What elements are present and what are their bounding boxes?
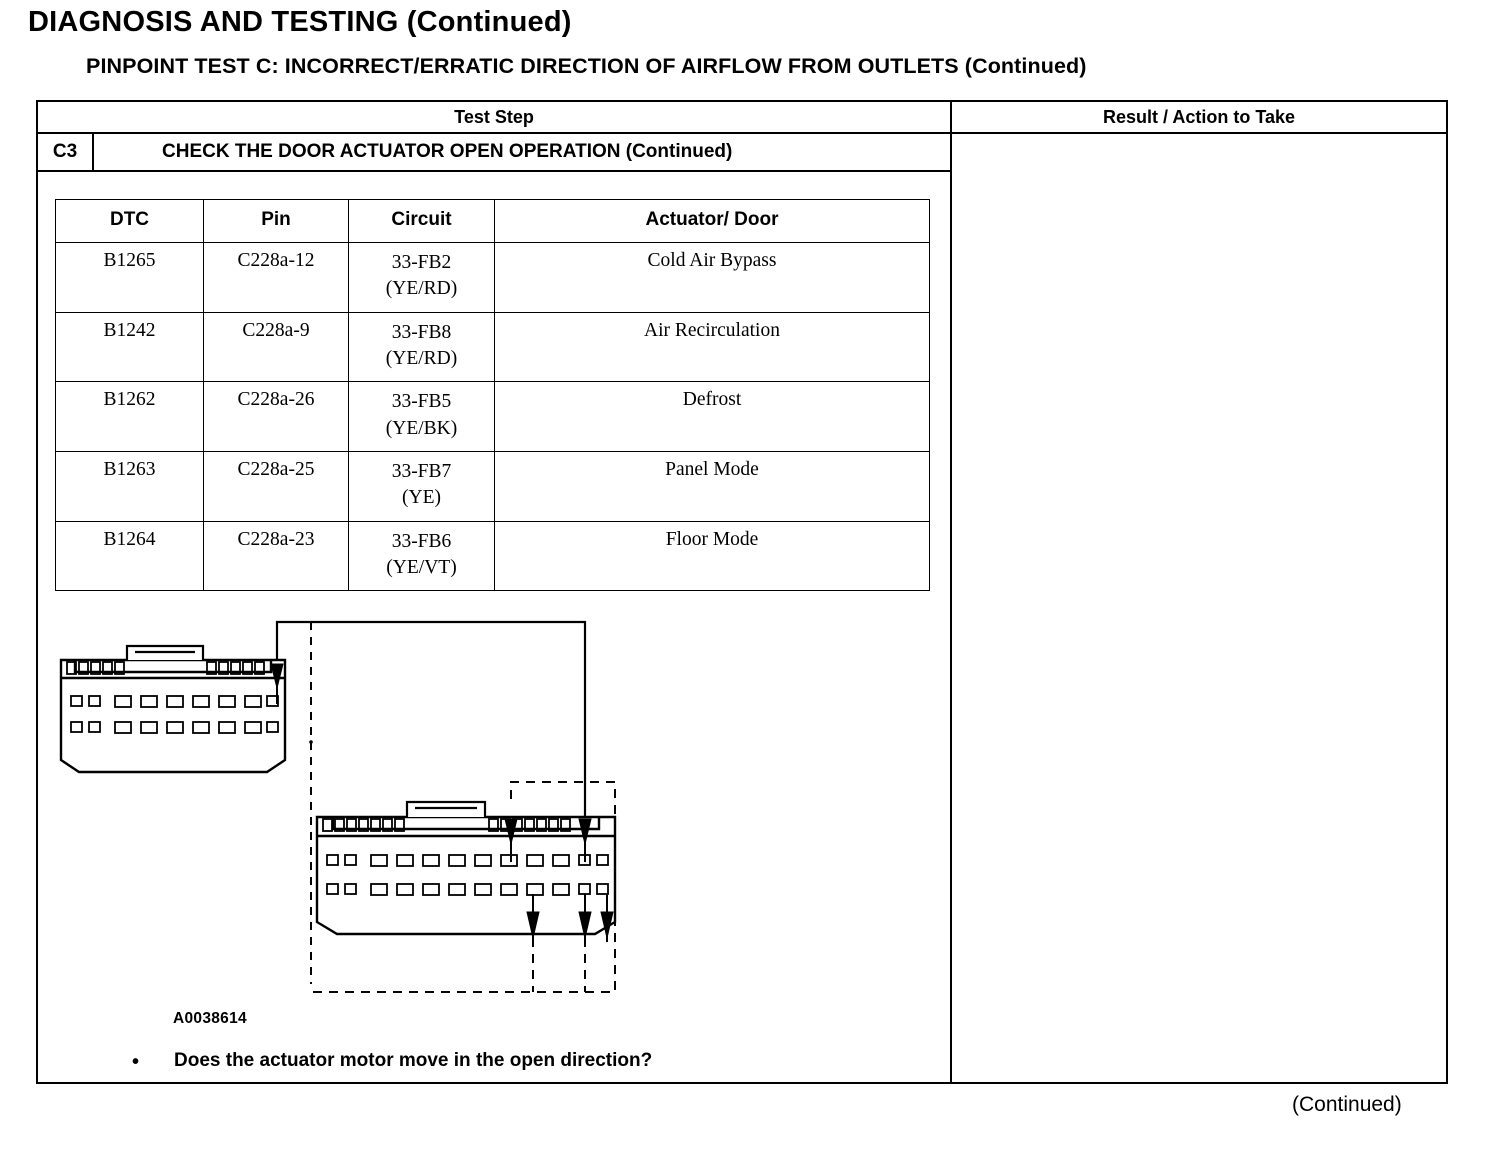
table-header-row <box>38 102 1446 134</box>
cell-actuator: Cold Air Bypass <box>495 243 930 313</box>
cell-circuit-color: (YE/VT) <box>386 556 457 578</box>
cell-actuator: Floor Mode <box>495 521 930 591</box>
cell-circuit-color: (YE/RD) <box>385 278 458 300</box>
cell-pin: C228a-25 <box>204 451 349 521</box>
footer-continued: (Continued) <box>1292 1093 1402 1116</box>
cell-pin: C228a-12 <box>204 243 349 313</box>
dtc-header-dtc: DTC <box>56 200 204 243</box>
cell-pin: C228a-26 <box>204 382 349 452</box>
connector-wiring-diagram <box>55 612 935 1012</box>
dtc-header-pin: Pin <box>204 200 349 243</box>
cell-circuit-main: 33-FB6 <box>391 530 452 552</box>
section-title: PINPOINT TEST C: INCORRECT/ERRATIC DIRECTION OF AIRFLOW FROM OUTLETS (Continued) <box>86 54 1087 78</box>
dtc-header-circuit: Circuit <box>349 200 495 243</box>
question-text: Does the actuator motor move in the open direction? <box>174 1050 653 1071</box>
cell-circuit <box>349 382 495 452</box>
cell-circuit-main: 33-FB8 <box>391 321 452 343</box>
cell-circuit-main: 33-FB7 <box>391 460 452 482</box>
dtc-table-header-row <box>56 200 930 243</box>
diagram-id-label: A0038614 <box>173 1010 247 1027</box>
cell-pin: C228a-23 <box>204 521 349 591</box>
cell-circuit <box>349 451 495 521</box>
table-row <box>56 312 930 382</box>
cell-circuit-main: 33-FB2 <box>391 252 452 273</box>
cell-dtc: B1265 <box>56 243 204 313</box>
cell-actuator: Panel Mode <box>495 451 930 521</box>
step-row-c3 <box>38 134 950 172</box>
cell-dtc: B1264 <box>56 521 204 591</box>
cell-circuit-color: (YE/RD) <box>385 347 458 369</box>
step-id: C3 <box>38 134 94 170</box>
test-step-table <box>36 100 1448 1084</box>
cell-actuator: Air Recirculation <box>495 312 930 382</box>
cell-dtc: B1242 <box>56 312 204 382</box>
cell-dtc: B1262 <box>56 382 204 452</box>
table-row <box>56 521 930 591</box>
cell-circuit-main: 33-FB5 <box>391 391 452 413</box>
cell-dtc: B1263 <box>56 451 204 521</box>
cell-actuator: Defrost <box>495 382 930 452</box>
step-description: CHECK THE DOOR ACTUATOR OPEN OPERATION (Continued) <box>162 141 733 162</box>
dtc-header-actuator-door: Actuator/ Door <box>495 200 930 243</box>
cell-circuit-color: (YE) <box>402 487 441 509</box>
dtc-table <box>55 199 930 591</box>
table-row <box>56 382 930 452</box>
column-header-result-action: Result / Action to Take <box>1102 107 1296 127</box>
cell-circuit <box>349 521 495 591</box>
cell-circuit-color: (YE/BK) <box>385 417 458 439</box>
table-row <box>56 243 930 313</box>
page-title: DIAGNOSIS AND TESTING (Continued) <box>28 6 572 38</box>
cell-circuit <box>349 312 495 382</box>
bullet-icon: • <box>132 1051 140 1073</box>
table-row <box>56 451 930 521</box>
column-header-test-step: Test Step <box>454 107 534 127</box>
cell-circuit <box>349 243 495 313</box>
cell-pin: C228a-9 <box>204 312 349 382</box>
column-divider <box>950 102 952 1082</box>
